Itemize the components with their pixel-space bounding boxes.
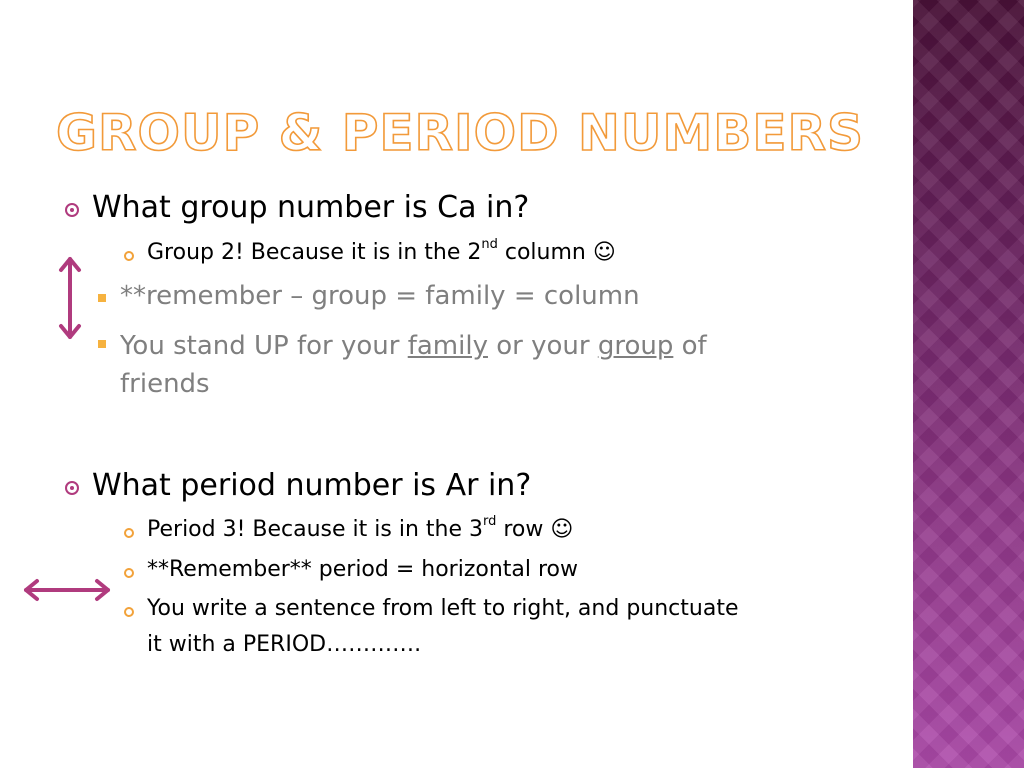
answer-period-tail: row ☺	[496, 517, 574, 542]
tip-group-family-word: family	[407, 331, 488, 361]
answer-period-text: Period 3! Because it is in the 3	[147, 517, 483, 542]
vertical-double-arrow-icon	[56, 254, 86, 344]
remember-group: **remember – group = family = column	[120, 281, 640, 311]
decorative-side-panel	[913, 0, 1024, 768]
answer-period	[147, 513, 574, 542]
answer-group-superscript: nd	[481, 236, 498, 252]
question-group: What group number is Ca in?	[92, 190, 530, 225]
remember-period: **Remember** period = horizontal row	[147, 557, 579, 582]
question-period: What period number is Ar in?	[92, 468, 532, 503]
ring-bullet-icon	[124, 568, 134, 578]
target-bullet-icon	[65, 481, 79, 495]
tip-group-text: You stand UP for your	[120, 331, 408, 361]
ring-bullet-icon	[124, 607, 134, 617]
horizontal-double-arrow-icon	[22, 578, 114, 602]
answer-group	[147, 236, 616, 265]
answer-group-tail: column ☺	[497, 240, 616, 265]
tip-period-line1: You write a sentence from left to right, and punctuate	[147, 596, 739, 621]
ring-bullet-icon	[124, 528, 134, 538]
answer-period-superscript: rd	[482, 513, 497, 529]
square-bullet-icon	[98, 294, 106, 302]
tip-period-line2: it with a PERIOD………….	[147, 632, 422, 657]
ring-bullet-icon	[124, 251, 134, 261]
answer-group-text: Group 2! Because it is in the 2	[147, 240, 482, 265]
target-bullet-icon	[65, 203, 79, 217]
tip-group-text-end: of friends	[120, 331, 707, 399]
tip-group-group-word: group	[597, 331, 674, 361]
tip-group	[120, 327, 800, 403]
slide-title: GROUP & PERIOD NUMBERS	[56, 104, 865, 162]
tip-group-text-mid: or your	[487, 331, 598, 361]
square-bullet-icon	[98, 340, 106, 348]
